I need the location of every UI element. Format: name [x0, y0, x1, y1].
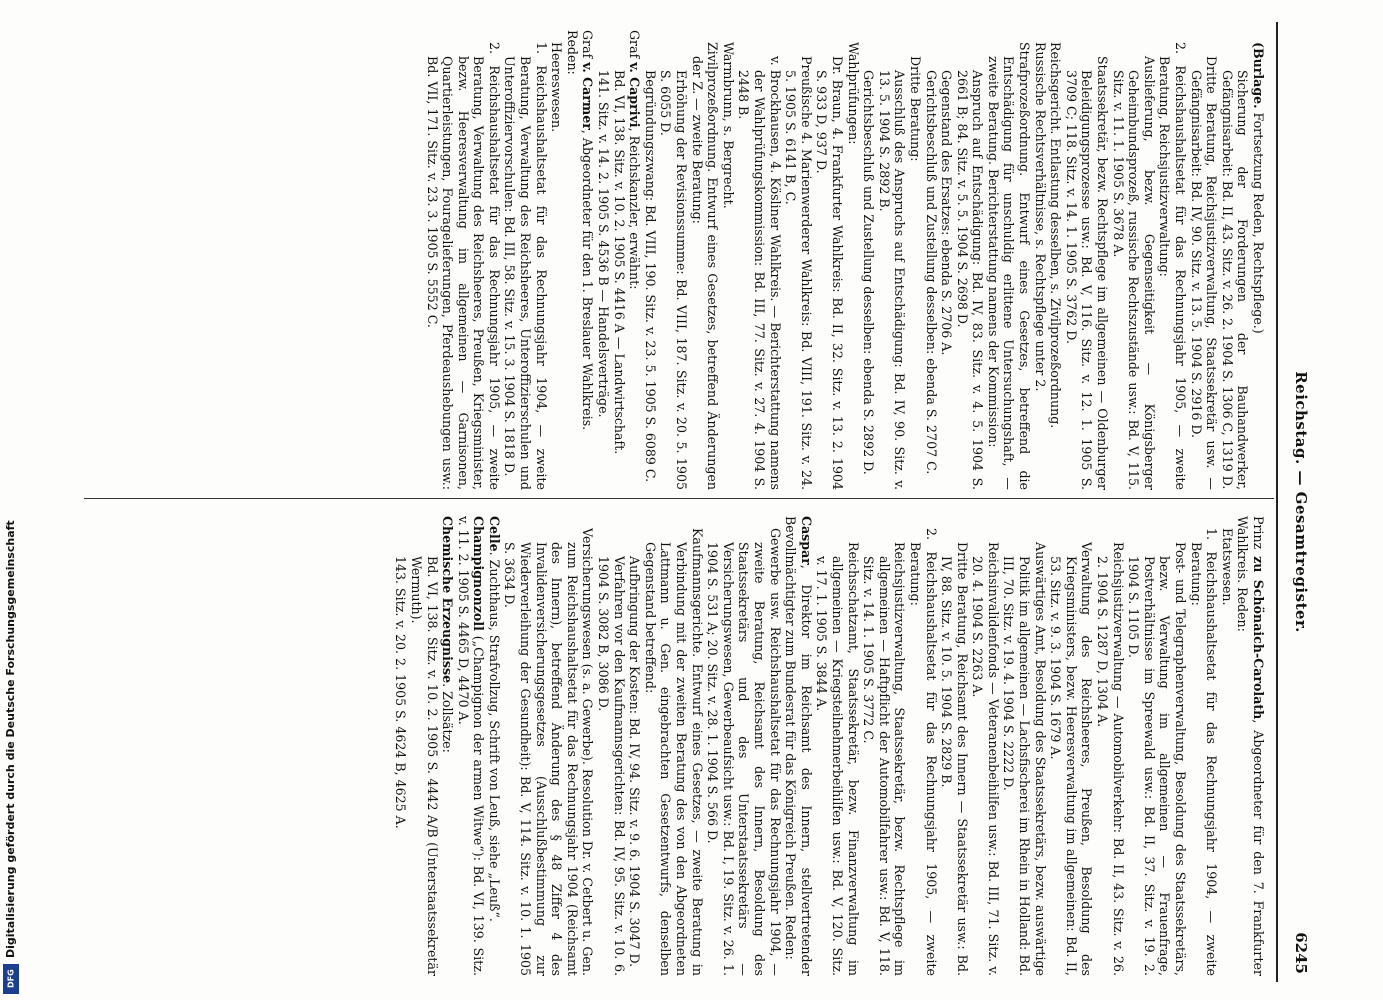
register-entry — [736, 56, 783, 490]
entry-text: , Direktor im Reichsamt des Innern, stellvertretender Bevollmächtigter zum Bundesrat für das Königreich Preußen. Reden: — [783, 516, 814, 976]
register-entry — [1063, 56, 1110, 490]
register-entry — [1001, 542, 1048, 976]
register-entry — [611, 70, 627, 490]
entry-text: Ausschluß des Anspruchs auf Entschädigung: Bd. IV, 90. Sitz. v. 13. 5. 1904 S. 2892 B. — [876, 70, 908, 490]
register-entry — [720, 42, 736, 490]
register-entry — [907, 56, 923, 490]
entry-heading: Celle — [486, 516, 502, 552]
register-entry — [954, 70, 985, 490]
entry-text: Gerichtsbeschluß und Zustellung desselben: ebenda S. 2707 C. — [923, 70, 939, 475]
register-entry — [455, 516, 486, 976]
entry-text: Dritte Beratung: — [907, 56, 923, 162]
entry-text: Staatssekretär, bezw. Rechtspflege im allgemeinen — Oldenburger Beleidigungsprozesse usw.: Bd. V, 116. Sitz. v. 12. 1. 1905 S. 3709 C; 118. Sitz. v. 14. 1. 1905 S. 3762 D. — [1063, 56, 1111, 490]
register-entry — [502, 42, 549, 490]
entry-text: Aufbringung der Kosten: Bd. IV, 94. Sitz. v. 9. 6. 1904 S. 3047 D. — [627, 556, 643, 968]
entry-text: Dritte Beratung, Reichsamt des Innern — Staatssekretär usw.: Bd. IV, 88. Sitz. v. 10. 5. 1904 S. 2829 B. — [939, 542, 970, 976]
register-entry — [393, 556, 409, 976]
entry-text: Etatswesen. — [1219, 528, 1235, 606]
running-title: Reichstag. — Gesamtregister. — [1292, 371, 1310, 633]
column-divider — [84, 498, 1274, 499]
entry-text: v. Brockhausen, 4. Kösliner Wahlkreis. — Berichterstattung namens der Wahlprüfungskommission: Bd. III, 77. Sitz. v. 27. 4. 1904 S. 2448 B. — [736, 56, 783, 490]
entry-text: Prinz — [1251, 516, 1266, 557]
register-entry — [440, 516, 456, 976]
register-entry — [595, 556, 626, 976]
entry-text: Warmbrunn, s. Bergrecht. — [720, 42, 736, 209]
entry-text: , Abgeordneter für den 7. Frankfurter Wahlkreis. Reden: — [1235, 516, 1266, 976]
entry-text: Verfahren vor den Kaufmannsgerichten: Bd. IV, 95. Sitz. v. 10. 6. 1904 S. 3082 B, 3086 D. — [596, 556, 627, 976]
entry-text: Gewerbe usw. Reichshaushaltsetat für das Rechnungsjahr 1904, — zweite Beratung, Reichsamt des Innern, Besoldung des Staatssekretärs und des Unterstaatssekretärs — Versicherungswesen, Gewerbeaufsicht usw.: Bd. I, 19. Sitz. v. 26. 1. 1904 S. 531 A; 20. Sitz. v. 28. 1. 1904 S. 566 D. — [705, 528, 783, 976]
register-entry — [705, 528, 783, 976]
entry-text: Bd. VI, 138. Sitz. v. 10. 2. 1905 S. 4416 A — Landwirtschaft. — [611, 70, 627, 455]
entry-text: Wahlprüfungen: — [845, 42, 861, 145]
register-entry — [845, 42, 861, 490]
entry-text: 1. Reichshaushaltsetat für das Rechnungsjahr 1904, — zweite Beratung, Verwaltung des Reichsheeres, Unteroffizierschulen und Unteroffiziervorschulen: Bd. III, 58. Sitz. v. 15. 3. 1904 S. 1818 D. — [502, 42, 549, 490]
entry-heading: zu Schönaich-Carolath — [1251, 556, 1266, 720]
right-column — [393, 516, 1266, 976]
register-entry — [564, 30, 580, 490]
entry-heading: Caspar — [798, 516, 814, 565]
register-entry — [1188, 56, 1219, 490]
register-entry — [939, 542, 970, 976]
entry-text: Reichsjustizverwaltung — Automobilverkehr: Bd. II, 43. Sitz. v. 26. 2. 1904 S. 1287 D, 1304 A. — [1095, 542, 1126, 976]
entry-text: Dritte Beratung, Reichsjustizverwaltung, Staatssekretär usw. — Gefängnisarbeit: Bd. IV, 90. Sitz. v. 13. 5. 1904 S. 2916 D. — [1188, 56, 1220, 490]
entry-text: Graf — [627, 30, 643, 63]
entry-text: Auswärtiges Amt, Besoldung des Staatssekretärs, bezw. auswärtige Politik im allgemeinen — Lachsfischerei im Rhein in Holland: Bd. III, 70. Sitz. v. 19. 4. 1904 S. 2222 D. — [1001, 542, 1048, 976]
entry-text: Gegenstand des Ersatzes: ebenda S. 2706 A. — [939, 70, 955, 356]
entry-text: Reichsjustizverwaltung, Staatssekretär, bezw. Rechtspflege im allgemeinen — Haftpflicht der Automobilfahrer usw.: Bd. V, 118. Sitz. v. 14. 1. 1905 S. 3772 C. — [861, 542, 908, 976]
entry-heading: Champignonzoll — [471, 516, 487, 631]
entry-text: („Champignon der armen Witwe“): Bd. VI, 139. Sitz. v. 11. 2. 1905 S. 4465 D, 4470 A. — [455, 516, 487, 976]
register-entry — [1188, 528, 1219, 976]
entry-heading: v. Carmer — [580, 62, 596, 130]
register-entry — [1048, 542, 1095, 976]
register-entry — [861, 70, 877, 490]
header-rule — [1277, 22, 1279, 982]
register-entry — [985, 42, 1032, 490]
entry-text: Graf — [580, 30, 596, 63]
entry-text: Begründungszwang: Bd. VIII, 190. Sitz. v. 23. 5. 1905 S. 6089 C. — [642, 70, 658, 483]
register-entry — [876, 70, 907, 490]
entry-heading: (Burlage. — [1251, 42, 1266, 109]
entry-text: 1. Reichshaushaltsetat für das Rechnungsjahr 1904, — zweite Beratung: — [1188, 528, 1220, 976]
entry-text: Fortsetzung Reden, Rechtspflege.) — [1251, 108, 1266, 334]
entry-text: Reichsschatzamt, Staatssekretär, bezw. Finanzverwaltung im allgemeinen — Kriegsteilnehmerbeihilfen usw.: Bd. V, 120. Sitz. v. 17. 1. 1905 S. 3844 A. — [814, 542, 861, 976]
entry-text: 143. Sitz. v. 20. 2. 1905 S. 4624 B, 4625 A. — [393, 556, 409, 829]
register-entry — [1219, 528, 1235, 976]
entry-text: Auslieferung, bezw. Gegenseitigkeit — Königsberger Geheimbundsprozeß, russische Rechtszustände usw.: Bd. V, 115. Sitz. v. 11. 1. 1905 S. 3678 A. — [1110, 56, 1157, 490]
entry-text: Reden: — [564, 30, 580, 75]
register-entry — [970, 542, 1001, 976]
register-entry — [783, 56, 814, 490]
entry-text: Versicherungswesen (s. a. Gewerbe). Resolution Dr. v. Cetbert u. Gen. zum Reichshaushaltsetat für das Rechnungsjahr 1904 (Reichsamt des Innern), betreffend Änderung des § 48 Ziffer 4 des Invalidenversicherungsgesetzes (Ausschlußbestimmung zur Wiederverleihung der Gesundheit): Bd. V, 114. Sitz. v. 10. 1. 1905 S. 3634 D. — [502, 528, 596, 976]
rotated-page-content — [72, 22, 1312, 982]
register-entry — [814, 542, 861, 976]
entry-text: . Zollsätze: — [440, 683, 456, 753]
entry-text: 141. Sitz. v. 14. 2. 1905 S. 4536 B — Handelsverträge. — [596, 70, 612, 418]
entry-text: Anspruch auf Entschädigung: Bd. IV, 83. Sitz. v. 4. 5. 1904 S. 2661 B; 84. Sitz. v. 5. 5. 1904 S. 2698 D. — [954, 70, 986, 490]
register-entry — [1219, 70, 1250, 490]
register-entry — [658, 70, 689, 490]
entry-text: Erhöhung der Revisionssumme: Bd. VIII, 187. Sitz. v. 20. 5. 1905 S. 6055 D. — [658, 70, 690, 490]
entry-text: 2. Reichshaushaltsetat für das Rechnungsjahr 1905, — zweite Beratung, Verwaltung des Reichsheeres, Preußen, Kriegsminister, bezw. Heeresverwaltung im allgemeinen — Garnisonen, Quartierleistungen, Fouragelieferungen, Pferdeaushebungen usw.: Bd. VII, 171. Sitz. v. 23. 3. 1905 S. 5552 C. — [424, 42, 502, 490]
register-entry — [424, 42, 502, 490]
funding-note: Digitalisierung gefördert durch die Deutsche Forschungsgemeinschaft — [4, 520, 17, 958]
entry-heading: v. Caprivi — [627, 62, 643, 128]
register-entry — [408, 556, 439, 976]
entry-text: Sicherung der Forderungen der Bauhandwerker, Gefängnisarbeit: Bd. II, 43. Sitz. v. 26. 2. 1904 S. 1306 C, 1319 D. — [1219, 70, 1251, 490]
register-entry — [923, 70, 939, 490]
register-entry — [783, 516, 814, 976]
register-entry — [642, 70, 658, 490]
entry-text: Gerichtsbeschluß und Zustellung desselben: ebenda S. 2892 D. — [861, 70, 877, 475]
entry-text: Preußische 4. Marienwerderer Wahlkreis: Bd. VIII, 191. Sitz. v. 24. 5. 1905 S. 6141 B, C. — [783, 56, 814, 490]
entry-text: Bd. VI, 138. Sitz. v. 10. 2. 1905 S. 4442 A/B (Unterstaatssekretär Wermuth). — [408, 556, 440, 976]
register-entry — [907, 528, 938, 976]
register-entry — [1110, 56, 1157, 490]
register-entry — [642, 528, 704, 976]
entry-text: Strafprozeßordnung. Entwurf eines Gesetzes, betreffend die Entschädigung für unschuldig erlittene Untersuchungshaft, — zweite Beratung. Berichterstattung namens der Kommission: — [985, 42, 1033, 490]
entry-text: , Abgeordneter für den 1. Breslauer Wahlkreis. — [580, 129, 596, 431]
entry-text: 2. Reichshaushaltsetat für das Rechnungsjahr 1905, — zweite Beratung: — [907, 528, 939, 976]
entry-text: Reichsgericht. Entlastung desselben, s. Zivilprozeßordnung. — [1048, 42, 1064, 429]
entry-text: Dr. Braun, 4. Frankfurter Wahlkreis: Bd. II, 32. Sitz. v. 13. 2. 1904 S. 933 D, 937 D. — [814, 56, 845, 490]
left-column — [424, 30, 1266, 490]
register-entry — [689, 42, 720, 490]
register-entry — [1235, 516, 1266, 976]
entry-text: , Reichskanzler, erwähnt: — [627, 127, 643, 290]
register-entry — [1250, 42, 1266, 490]
register-entry — [1126, 542, 1188, 976]
register-entry — [1048, 42, 1064, 490]
register-entry — [486, 516, 502, 976]
register-entry — [595, 70, 611, 490]
entry-text: Russische Rechtsverhältnisse, s. Rechtspflege unter 2. — [1032, 42, 1048, 392]
dfg-logo: DFG — [3, 964, 19, 994]
entry-heading: Chemische Erzeugnisse — [440, 516, 456, 684]
register-entry — [1094, 542, 1125, 976]
entry-text: . Zuchthaus, Strafvollzug, Schrift von Leuß, siehe „Leuß“. — [486, 551, 502, 922]
register-entry — [627, 30, 643, 490]
register-entry — [627, 556, 643, 976]
register-entry — [502, 528, 596, 976]
register-entry — [814, 56, 845, 490]
register-entry — [939, 70, 955, 490]
register-entry — [549, 42, 565, 490]
entry-text: Post- und Telegraphenverwaltung, Besoldung des Staatssekretärs, bezw. Verwaltung im allgemeinen — Frauenfrage, Postverhältnisse im Spreewald usw.: Bd. II, 37. Sitz. v. 19. 2. 1904 S. 1105 D. — [1126, 542, 1189, 976]
entry-text: Zivilprozeßordnung. Entwurf eines Gesetzes, betreffend Änderungen der Z. — zweite Beratung: — [689, 42, 721, 490]
register-entry — [1157, 42, 1188, 490]
register-entry — [1032, 42, 1048, 490]
entry-text: 2. Reichshaushaltsetat für das Rechnungsjahr 1905, — zweite Beratung, Reichsjustizverwaltung: — [1157, 42, 1189, 490]
entry-text: Kaufmannsgerichte. Entwurf eines Gesetzes, — zweite Beratung in Verbindung mit der zweiten Beratung des von den Abgeordneten Lattmann u. Gen. eingebrachten Gesetzentwurfs, denselben Gegenstand betreffend: — [642, 528, 705, 976]
page-header — [1284, 22, 1312, 982]
digitization-footer — [0, 0, 22, 1000]
entry-text: Heereswesen. — [549, 42, 565, 133]
entry-text: Reichsinvalidenfonds — Veteranenbeihilfen usw.: Bd. III, 71. Sitz. v. 20. 4. 1904 S. 2263 A. — [970, 542, 1001, 976]
register-entry — [580, 30, 596, 490]
entry-text: Verwaltung des Reichsheeres, Preußen, Besoldung des Kriegsministers, bezw. Heeresverwaltung im allgemeinen: Bd. II, 53. Sitz. v. 9. 3. 1904 S. 1679 A. — [1048, 542, 1095, 976]
register-entry — [861, 542, 908, 976]
page-number: 6245 — [1292, 932, 1310, 974]
